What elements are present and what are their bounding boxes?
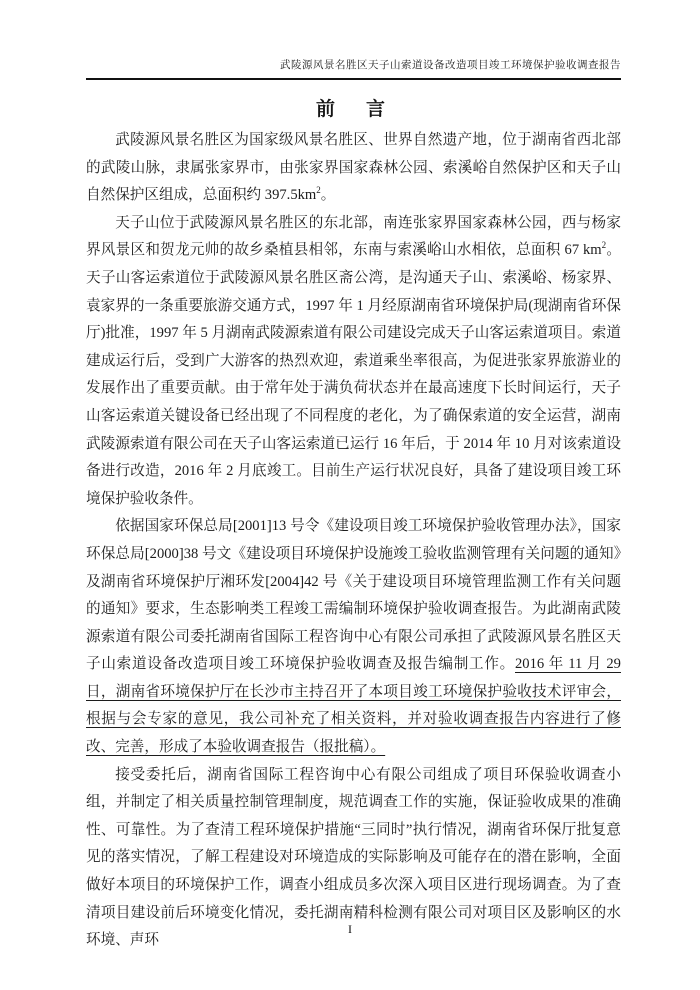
text-run: 天子山位于武陵源风景名胜区的东北部，南连张家界国家森林公园，西与杨家界风景区和贺龙元帅的故乡桑植县相邻，东南与索溪峪山水相依，总面积 67 km (86, 214, 621, 259)
superscript-run: 2 (601, 240, 607, 251)
section-title: 前 言 (315, 99, 391, 120)
text-run: 。 (320, 187, 336, 204)
underlined-run: 2016 年 11 月 29 日，湖南省环境保护厅在长沙市主持召开了本项目竣工环境保护验收技术评审会，根据与会专家的意见，我公司补充了相关资料，并对验收调查报告内容进行了修改、完善，形成了本验收调查报告（报批稿）。 (86, 656, 621, 756)
text-run: 依据国家环保总局[2001]13 号令《建设项目竣工环境保护验收管理办法》，国家环保总局[2000]38 号文《建设项目环境保护设施竣工验收监测管理有关问题的通知》及湖南省环境保护厅湘环发[2004]42 号《关于建设项目环境管理监测工作有关问题的通知》要求，生态影响类工程竣工需编制环境保护验收调查报告。为此湖南武陵源索道有限公司委托湖南省国际工程咨询中心有限公司承担了武陵源风景名胜区天子山索道设备改造项目竣工环境保护验收调查及报告编制工作。 (86, 518, 621, 673)
text-run: 。天子山客运索道位于武陵源风景名胜区斋公湾，是沟通天子山、索溪峪、杨家界、袁家界的一条重要旅游交通方式，1997 年 1 月经原湖南省环境保护局(现湖南省环保厅)批准，1997 年 5 月湖南武陵源索道有限公司建设完成天子山客运索道项目。索道建成运行后，受到广大游客的热烈欢迎，索道乘坐率很高，为促进张家界旅游业的发展作出了重要贡献。由于常年处于满负荷状态并在最高速度下长时间运行，天子山客运索道关键设备已经出现了不同程度的老化，为了确保索道的安全运营，湖南武陵源索道有限公司在天子山客运索道已运行 16 年后，于 2014 年 10 月对该索道设备进行改造，2016 年 2 月底竣工。目前生产运行状况良好，具备了建设项目竣工环境保护验收条件。 (86, 242, 621, 507)
header-title: 武陵源风景名胜区天子山索道设备改造项目竣工环境保护验收调查报告 (280, 60, 621, 71)
document-body (86, 127, 621, 955)
superscript-run: 2 (316, 185, 321, 196)
paragraph (86, 210, 621, 514)
paragraph (86, 127, 621, 210)
page-header (86, 0, 621, 80)
content-area (86, 0, 621, 955)
page-number: I (348, 922, 352, 936)
text-run: 武陵源风景名胜区为国家级风景名胜区、世界自然遗产地，位于湖南省西北部的武陵山脉，隶属张家界市，由张家界国家森林公园、索溪峪自然保护区和天子山自然保护区组成，总面积约 397.5km (86, 132, 621, 204)
paragraph (86, 513, 621, 761)
text-run: 接受委托后，湖南省国际工程咨询中心有限公司组成了项目环保验收调查小组，并制定了相关质量控制管理制度，规范调查工作的实施，保证验收成果的准确性、可靠性。为了查清工程环境保护措施“三同时”执行情况，湖南省环保厅批复意见的落实情况，了解工程建设对环境造成的实际影响及可能存在的潜在影响，全面做好本项目的环境保护工作，调查小组成员多次深入项目区进行现场调查。为了查清项目建设前后环境变化情况，委托湖南精科检测有限公司对项目区及影响区的水环境、声环 (86, 766, 621, 949)
